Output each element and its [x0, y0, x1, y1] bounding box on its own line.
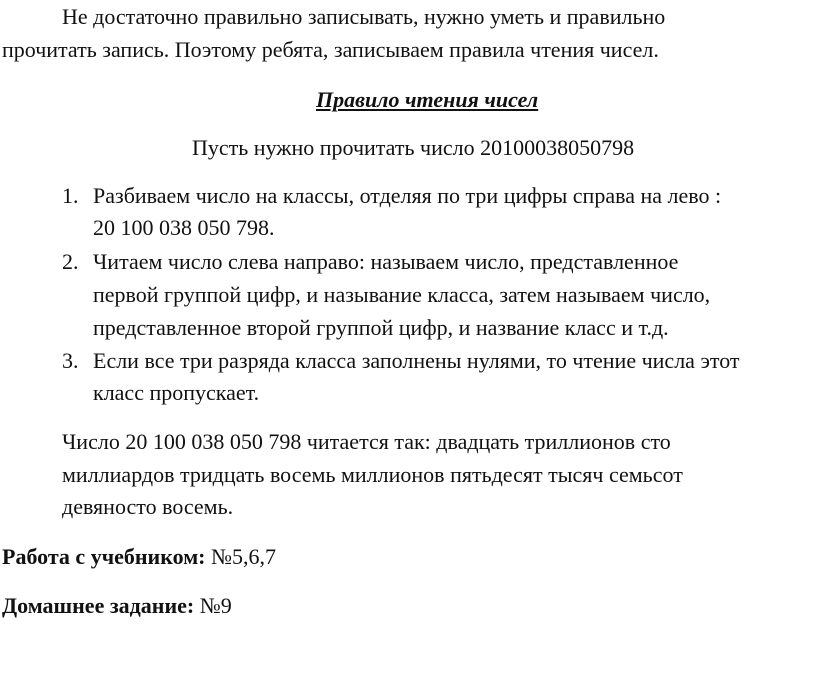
homework-label: Домашнее задание: — [2, 593, 195, 618]
list-item-line: 20 100 038 050 798. — [93, 215, 275, 240]
list-item-number: 1. — [62, 183, 79, 208]
list-item-line: Разбиваем число на классы, отделяя по три цифры справа на лево : — [93, 183, 722, 208]
rule-heading: Правило чтения чисел — [316, 87, 539, 112]
list-item-number: 3. — [62, 348, 79, 373]
example-line-1: Число 20 100 038 050 798 читается так: двадцать триллионов сто — [62, 429, 671, 454]
example-line-3: девяносто восемь. — [62, 494, 234, 519]
list-item-line: представленное второй группой цифр, и название класс и т.д. — [93, 315, 669, 340]
intro-line-2: прочитать запись. Поэтому ребята, записываем правила чтения чисел. — [2, 37, 659, 62]
list-item-line: первой группой цифр, и называние класса, затем называем число, — [93, 282, 711, 307]
textbook-value: №5,6,7 — [205, 544, 276, 569]
list-item-line: класс пропускает. — [93, 380, 260, 405]
homework-value: №9 — [194, 593, 232, 618]
list-item-line: Читаем число слева направо: называем число, представленное — [93, 249, 679, 274]
textbook-label: Работа с учебником: — [2, 544, 206, 569]
task-statement: Пусть нужно прочитать число 20100038050798 — [192, 135, 635, 160]
intro-line-1: Не достаточно правильно записывать, нужно уметь и правильно — [62, 4, 666, 29]
homework — [2, 590, 232, 622]
textbook-work — [2, 541, 276, 573]
list-item-line: Если все три разряда класса заполнены нулями, то чтение числа этот — [93, 348, 740, 373]
example-line-2: миллиардов тридцать восемь миллионов пятьдесят тысяч семьсот — [62, 462, 683, 487]
list-item-number: 2. — [62, 249, 79, 274]
